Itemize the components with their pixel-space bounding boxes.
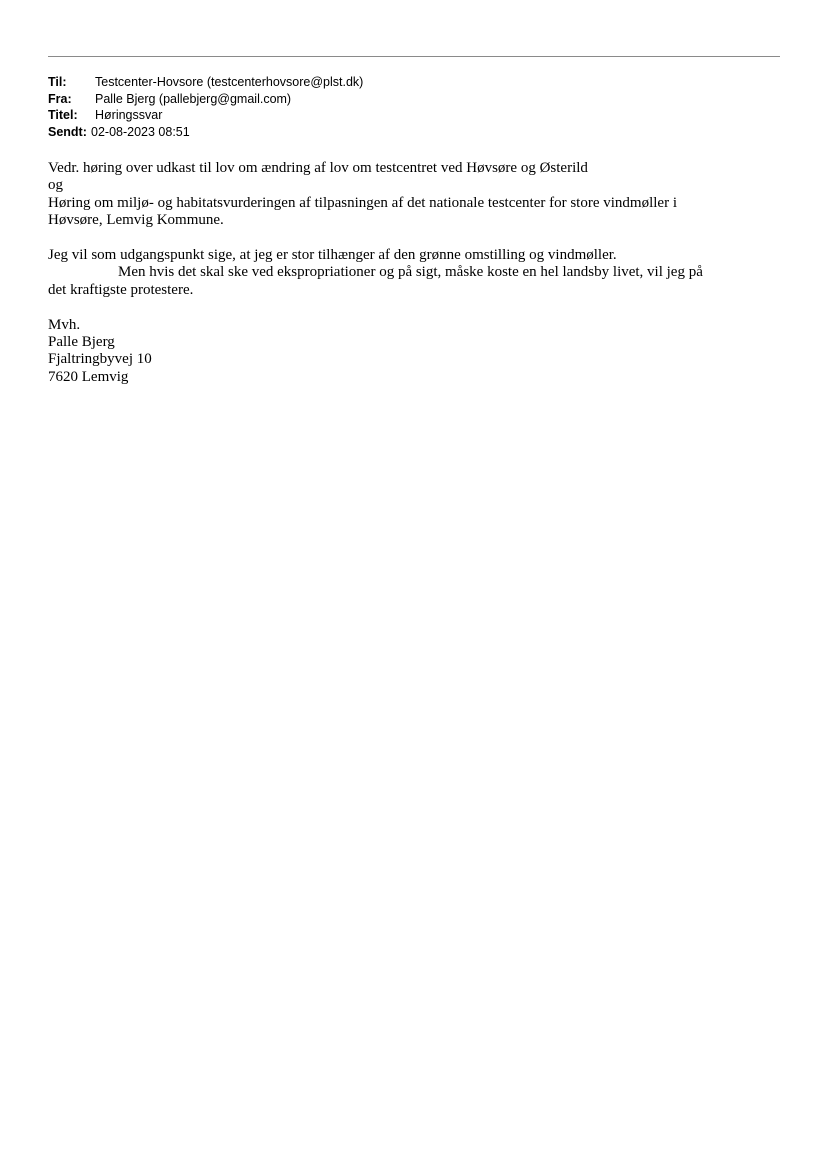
to-label: Til: [48,75,67,89]
body-para2-line2-wrap [48,264,783,281]
email-body [48,160,783,386]
to-value: Testcenter-Hovsore (testcenterhovsore@plst.dk) [95,75,364,89]
subject-value: Høringssvar [95,108,163,122]
from-value: Palle Bjerg (pallebjerg@gmail.com) [95,91,292,106]
sent-value: 02-08-2023 08:51 [91,124,190,139]
sent-row [48,124,363,141]
body-para2-line2: Men hvis det skal ske ved ekspropriationer og på sigt, måske koste en hel landsby livet, vil jeg på [118,264,703,281]
subject-label: Titel: [48,108,78,122]
paragraph-gap [48,230,783,247]
sent-label: Sendt: [48,124,87,139]
body-para2-line3: det kraftigste protestere. [48,281,194,298]
signature-greeting: Mvh. [48,316,81,333]
from-row [48,91,363,108]
signature-city: 7620 Lemvig [48,368,129,385]
paragraph-gap [48,299,783,316]
subject-row [48,107,363,124]
to-row [48,74,363,91]
email-header [48,74,363,140]
signature-street: Fjaltringbyvej 10 [48,351,152,368]
from-label: Fra: [48,91,72,106]
body-line-og: og [48,177,63,194]
body-line-hearing: Høring om miljø- og habitatsvurderingen af tilpasningen af det nationale testcenter for store vindmøller i [48,194,677,211]
body-para2-line1: Jeg vil som udgangspunkt sige, at jeg er stor tilhænger af den grønne omstilling og vindmøller. [48,247,617,264]
body-line-hearing-cont: Høvsøre, Lemvig Kommune. [48,212,224,229]
body-line-regarding: Vedr. høring over udkast til lov om ændring af lov om testcentret ved Høvsøre og Østerild [48,160,588,176]
header-divider [48,56,780,57]
signature-name: Palle Bjerg [48,334,115,351]
